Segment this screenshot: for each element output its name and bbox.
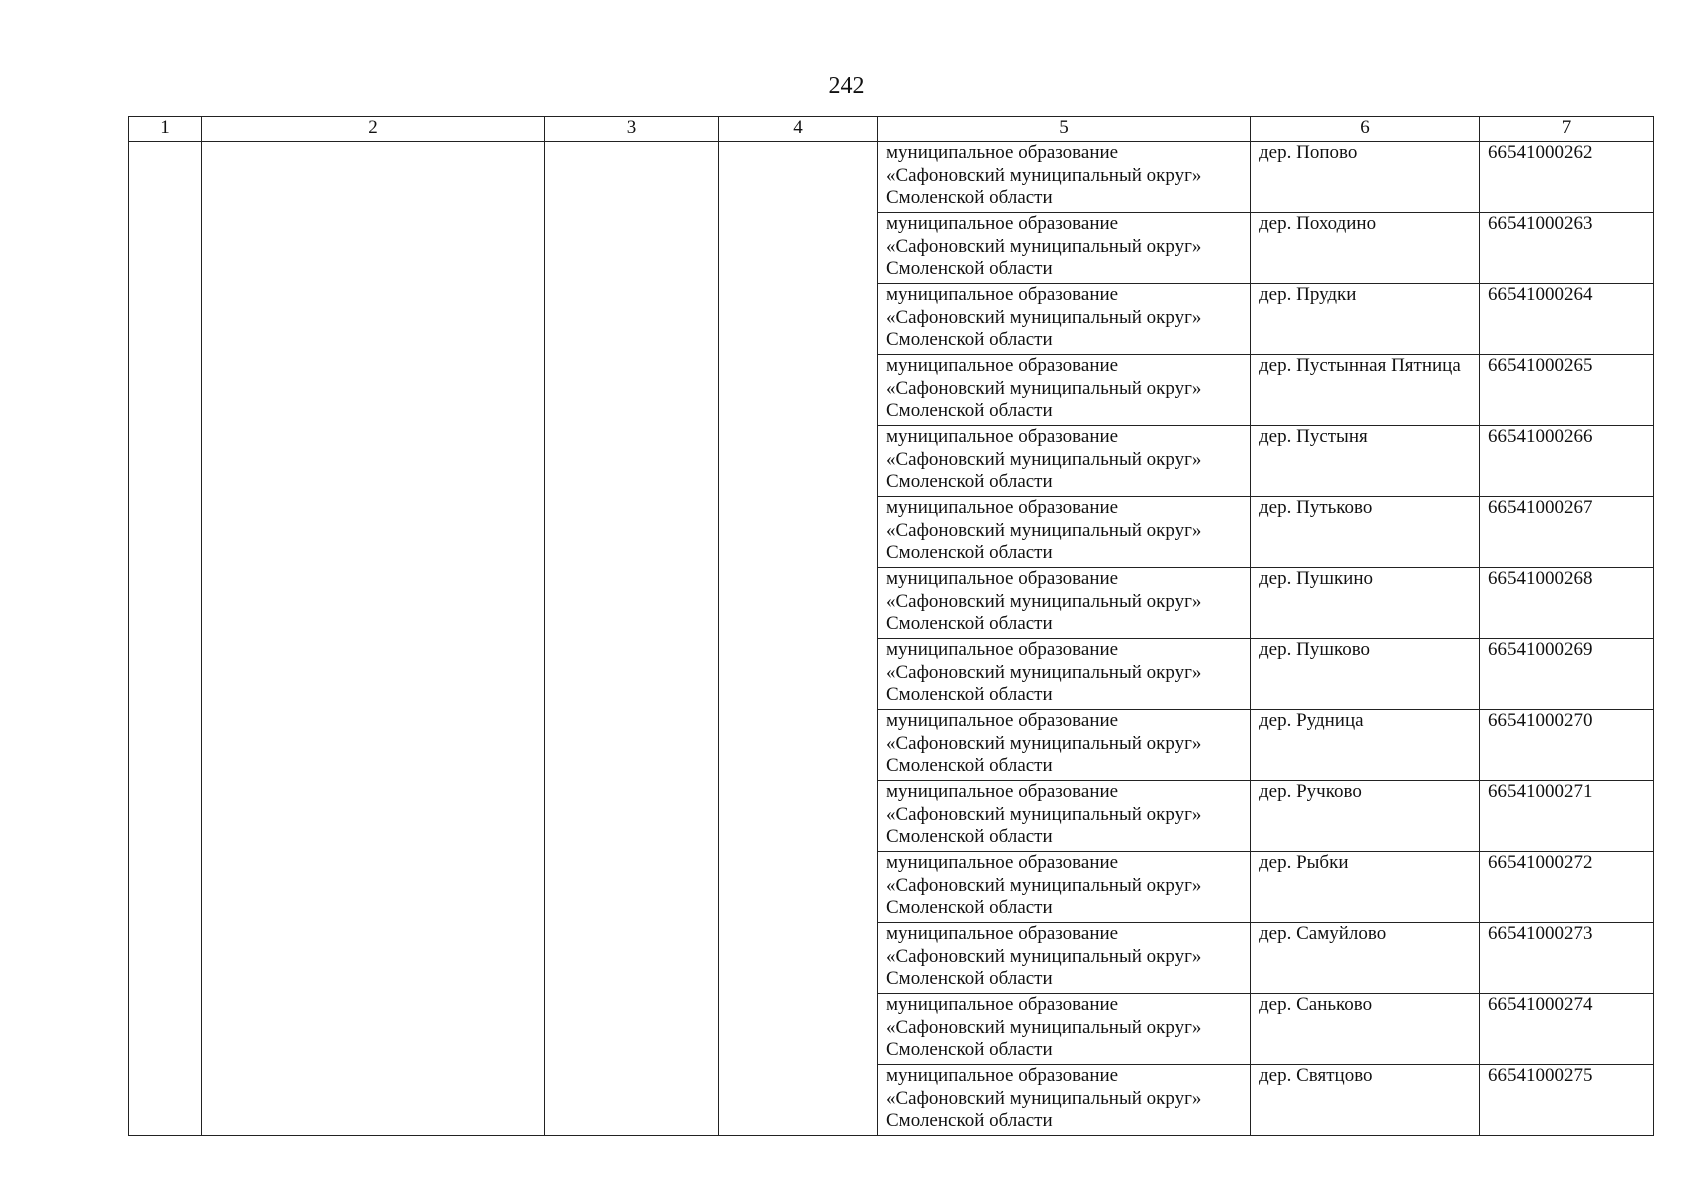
cell-col-2-empty — [202, 142, 545, 1136]
settlement-cell: дер. Пустыня — [1251, 426, 1480, 497]
code-cell: 66541000273 — [1480, 923, 1654, 994]
settlement-cell: дер. Путьково — [1251, 497, 1480, 568]
settlement-cell: дер. Прудки — [1251, 284, 1480, 355]
municipality-cell: муниципальное образование «Сафоновский муниципальный округ» Смоленской области — [878, 213, 1251, 284]
municipality-cell: муниципальное образование «Сафоновский муниципальный округ» Смоленской области — [878, 426, 1251, 497]
cell-col-4-empty — [719, 142, 878, 1136]
code-cell: 66541000269 — [1480, 639, 1654, 710]
municipality-cell: муниципальное образование «Сафоновский муниципальный округ» Смоленской области — [878, 710, 1251, 781]
table-row — [129, 142, 1654, 213]
code-cell: 66541000274 — [1480, 994, 1654, 1065]
code-cell: 66541000275 — [1480, 1065, 1654, 1136]
settlement-cell: дер. Рыбки — [1251, 852, 1480, 923]
settlement-cell: дер. Пушкино — [1251, 568, 1480, 639]
header-col-2: 2 — [202, 117, 545, 142]
settlement-cell: дер. Самуйлово — [1251, 923, 1480, 994]
header-col-7: 7 — [1480, 117, 1654, 142]
code-cell: 66541000265 — [1480, 355, 1654, 426]
settlement-cell: дер. Пустынная Пятница — [1251, 355, 1480, 426]
header-row — [129, 117, 1654, 142]
code-cell: 66541000268 — [1480, 568, 1654, 639]
municipality-cell: муниципальное образование «Сафоновский муниципальный округ» Смоленской области — [878, 355, 1251, 426]
code-cell: 66541000271 — [1480, 781, 1654, 852]
settlement-cell: дер. Походино — [1251, 213, 1480, 284]
settlement-cell: дер. Попово — [1251, 142, 1480, 213]
header-col-1: 1 — [129, 117, 202, 142]
code-cell: 66541000263 — [1480, 213, 1654, 284]
code-cell: 66541000266 — [1480, 426, 1654, 497]
header-col-4: 4 — [719, 117, 878, 142]
page-number: 242 — [828, 73, 865, 99]
code-cell: 66541000272 — [1480, 852, 1654, 923]
settlement-cell: дер. Ручково — [1251, 781, 1480, 852]
cell-col-1-empty — [129, 142, 202, 1136]
municipality-cell: муниципальное образование «Сафоновский муниципальный округ» Смоленской области — [878, 142, 1251, 213]
municipality-cell: муниципальное образование «Сафоновский муниципальный округ» Смоленской области — [878, 923, 1251, 994]
settlement-cell: дер. Святцово — [1251, 1065, 1480, 1136]
header-col-6: 6 — [1251, 117, 1480, 142]
municipality-cell: муниципальное образование «Сафоновский муниципальный округ» Смоленской области — [878, 1065, 1251, 1136]
municipality-cell: муниципальное образование «Сафоновский муниципальный округ» Смоленской области — [878, 497, 1251, 568]
settlement-cell: дер. Саньково — [1251, 994, 1480, 1065]
code-cell: 66541000262 — [1480, 142, 1654, 213]
cell-col-3-empty — [545, 142, 719, 1136]
code-cell: 66541000270 — [1480, 710, 1654, 781]
settlement-cell: дер. Пушково — [1251, 639, 1480, 710]
registry-table — [128, 116, 1654, 1136]
municipality-cell: муниципальное образование «Сафоновский муниципальный округ» Смоленской области — [878, 284, 1251, 355]
code-cell: 66541000264 — [1480, 284, 1654, 355]
municipality-cell: муниципальное образование «Сафоновский муниципальный округ» Смоленской области — [878, 568, 1251, 639]
municipality-cell: муниципальное образование «Сафоновский муниципальный округ» Смоленской области — [878, 852, 1251, 923]
table-body — [129, 142, 1654, 1136]
municipality-cell: муниципальное образование «Сафоновский муниципальный округ» Смоленской области — [878, 639, 1251, 710]
municipality-cell: муниципальное образование «Сафоновский муниципальный округ» Смоленской области — [878, 994, 1251, 1065]
settlement-cell: дер. Рудница — [1251, 710, 1480, 781]
code-cell: 66541000267 — [1480, 497, 1654, 568]
header-col-5: 5 — [878, 117, 1251, 142]
header-col-3: 3 — [545, 117, 719, 142]
municipality-cell: муниципальное образование «Сафоновский муниципальный округ» Смоленской области — [878, 781, 1251, 852]
